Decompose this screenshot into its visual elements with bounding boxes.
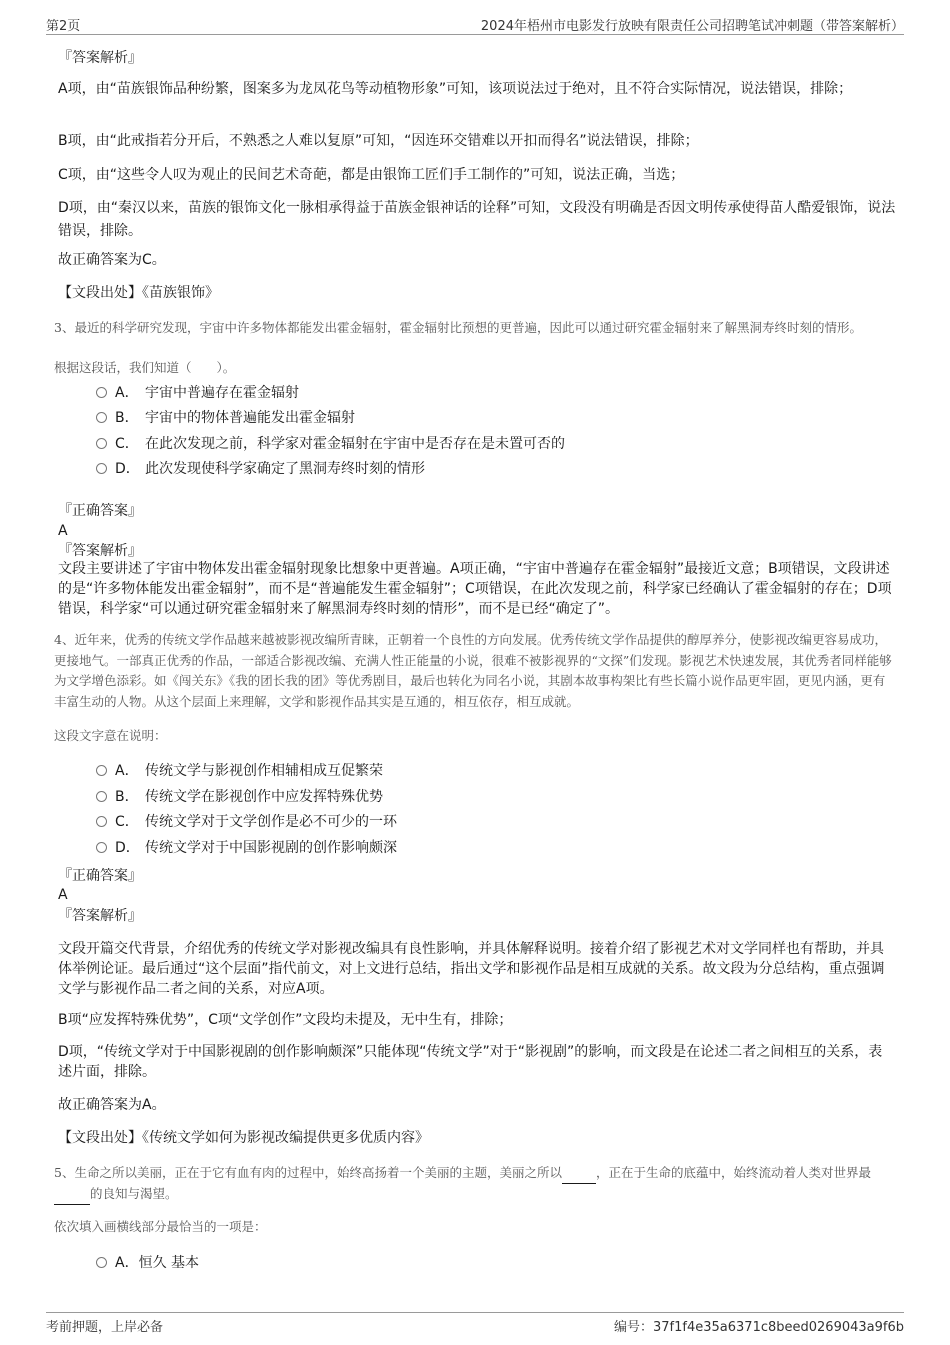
option-text: 传统文学对于文学创作是必不可少的一环 [145, 814, 397, 830]
q4-option-c[interactable] [96, 812, 397, 832]
option-text: 此次发现使科学家确定了黑洞寿终时刻的情形 [145, 461, 425, 477]
q5-option-a[interactable] [96, 1253, 199, 1273]
q4-option-d[interactable] [96, 838, 397, 858]
option-text: 宇宙中普遍存在霍金辐射 [145, 385, 299, 401]
blank-2[interactable] [54, 1184, 90, 1205]
q4-analysis-d: D项，“传统文学对于中国影视剧的创作影响颇深”只能体现“传统文学”对于“影视剧”的影响，而文段是在论述二者之间相互的关系，表述片面，排除。 [58, 1044, 883, 1080]
option-letter: C． [115, 436, 139, 452]
q4-prompt: 这段文字意在说明： [54, 728, 167, 743]
q2-conclusion: 故正确答案为C。 [58, 252, 166, 268]
footer-slogan: 考前押题，上岸必备 [46, 1320, 164, 1335]
radio-icon[interactable] [96, 765, 107, 776]
option-letter: D． [115, 840, 140, 856]
option-text: 宇宙中的物体普遍能发出霍金辐射 [145, 410, 355, 426]
q3-option-d[interactable] [96, 459, 425, 479]
page-number: 第2页 [46, 19, 81, 34]
page-header [46, 12, 904, 35]
q3-prompt: 根据这段话，我们知道（ ）。 [54, 360, 236, 375]
radio-icon[interactable] [96, 816, 107, 827]
q5-stem-part-3: 的良知与渴望。 [90, 1186, 178, 1201]
option-letter: B． [115, 410, 139, 426]
q2-analysis-label: 『答案解析』 [58, 50, 142, 66]
q5-stem-part-1: 5、生命之所以美丽，正在于它有血有肉的过程中，始终高扬着一个美丽的主题，美丽之所以 [54, 1165, 562, 1180]
radio-icon[interactable] [96, 438, 107, 449]
q4-answer-label: 『正确答案』 [58, 868, 142, 884]
option-letter: C． [115, 814, 139, 830]
q2-source: 【文段出处】《苗族银饰》 [58, 285, 219, 301]
option-text: 传统文学对于中国影视剧的创作影响颇深 [145, 840, 397, 856]
option-text: 在此次发现之前，科学家对霍金辐射在宇宙中是否存在是未置可否的 [145, 436, 565, 452]
radio-icon[interactable] [96, 791, 107, 802]
q2-analysis-a: A项，由“苗族银饰品种纷繁，图案多为龙凤花鸟等动植物形象”可知，该项说法过于绝对，且不符合实际情况，说法错误，排除； [58, 81, 853, 97]
q4-conclusion: 故正确答案为A。 [58, 1097, 166, 1113]
option-letter: A． [115, 1255, 139, 1271]
q4-answer: A [58, 887, 68, 903]
radio-icon[interactable] [96, 842, 107, 853]
q5-prompt: 依次填入画横线部分最恰当的一项是： [54, 1219, 267, 1234]
q3-stem: 3、最近的科学研究发现，宇宙中许多物体都能发出霍金辐射，霍金辐射比预想的更普遍，因此可以通过研究霍金辐射来了解黑洞寿终时刻的情形。 [54, 320, 862, 335]
document-title: 2024年梧州市电影发行放映有限责任公司招聘笔试冲刺题（带答案解析） [480, 19, 904, 34]
radio-icon[interactable] [96, 387, 107, 398]
option-letter: A． [115, 763, 139, 779]
radio-icon[interactable] [96, 1257, 107, 1268]
q3-analysis: 文段主要讲述了宇宙中物体发出霍金辐射现象比想象中更普遍。A项正确，“宇宙中普遍存在霍金辐射”最接近文意；B项错误，文段讲述的是“许多物体能发出霍金辐射”，而不是“普遍能发生霍金辐射”；C项错误，在此次发现之前，科学家已经确认了霍金辐射的存在；D项错误，科学家“可以通过研究霍金辐射来了解黑洞寿终时刻的情形”，而不是已经“确定了”。 [58, 561, 892, 617]
page-footer [46, 1312, 904, 1335]
q3-option-a[interactable] [96, 383, 299, 403]
q2-analysis-c: C项，由“这些令人叹为观止的民间艺术奇葩，都是由银饰工匠们手工制作的”可知，说法正确，当选； [58, 167, 685, 183]
q4-source: 【文段出处】《传统文学如何为影视改编提供更多优质内容》 [58, 1130, 429, 1146]
option-text: 传统文学与影视创作相辅相成互促繁荣 [145, 763, 383, 779]
q4-analysis-main: 文段开篇交代背景，介绍优秀的传统文学对影视改编具有良性影响，并具体解释说明。接着介绍了影视艺术对文学同样也有帮助，并具体举例论证。最后通过“这个层面”指代前文，对上文进行总结，指出文学和影视作品是相互成就的关系。故文段为分总结构，重点强调文学与影视作品二者之间的关系，对应A项。 [58, 941, 885, 997]
option-letter: B． [115, 789, 139, 805]
blank-1[interactable] [562, 1163, 596, 1184]
q4-analysis-label: 『答案解析』 [58, 908, 142, 924]
q4-option-b[interactable] [96, 787, 383, 807]
q4-option-a[interactable] [96, 761, 383, 781]
q2-analysis-b: B项，由“此戒指若分开后，不熟悉之人难以复原”可知，“因连环交错难以开扣而得名”说法错误，排除； [58, 133, 699, 149]
q3-analysis-label: 『答案解析』 [58, 543, 142, 559]
q3-answer-label: 『正确答案』 [58, 503, 142, 519]
q2-analysis-d: D项，由“秦汉以来，苗族的银饰文化一脉相承得益于苗族金银神话的诠释”可知，文段没有明确是否因文明传承使得苗人酷爱银饰，说法错误，排除。 [58, 200, 896, 239]
option-letter: A． [115, 385, 139, 401]
q3-option-b[interactable] [96, 408, 355, 428]
q4-analysis-bc: B项“应发挥特殊优势”，C项“文学创作”文段均未提及，无中生有，排除； [58, 1012, 513, 1028]
q3-option-c[interactable] [96, 434, 565, 454]
option-text: 传统文学在影视创作中应发挥特殊优势 [145, 789, 383, 805]
radio-icon[interactable] [96, 412, 107, 423]
q5-stem [54, 1163, 896, 1205]
document-id: 编号：37f1f4e35a6371c8beed0269043a9f6b [614, 1320, 904, 1335]
option-text: 恒久 基本 [138, 1255, 200, 1271]
radio-icon[interactable] [96, 463, 107, 474]
option-letter: D． [115, 461, 140, 477]
q4-stem: 4、近年来，优秀的传统文学作品越来越被影视改编所青睐，正朝着一个良性的方向发展。优秀传统文学作品提供的醇厚养分，使影视改编更容易成功，更接地气。一部真正优秀的作品，一部适合影视改编、充满人性正能量的小说，很难不被影视界的“文探”们发现。影视艺术快速发展，其优秀者同样能够为文学增色添彩。如《闯关东》《我的团长我的团》等优秀剧目，最后也转化为同名小说，其剧本故事构架比有些长篇小说作品更牢固，更见内涵，更有丰富生动的人物。从这个层面上来理解，文学和影视作品其实是互通的，相互依存，相互成就。 [54, 632, 892, 709]
q3-answer: A [58, 523, 68, 539]
q5-stem-part-2: ，正在于生命的底蕴中，始终流动着人类对世界最 [595, 1165, 871, 1180]
